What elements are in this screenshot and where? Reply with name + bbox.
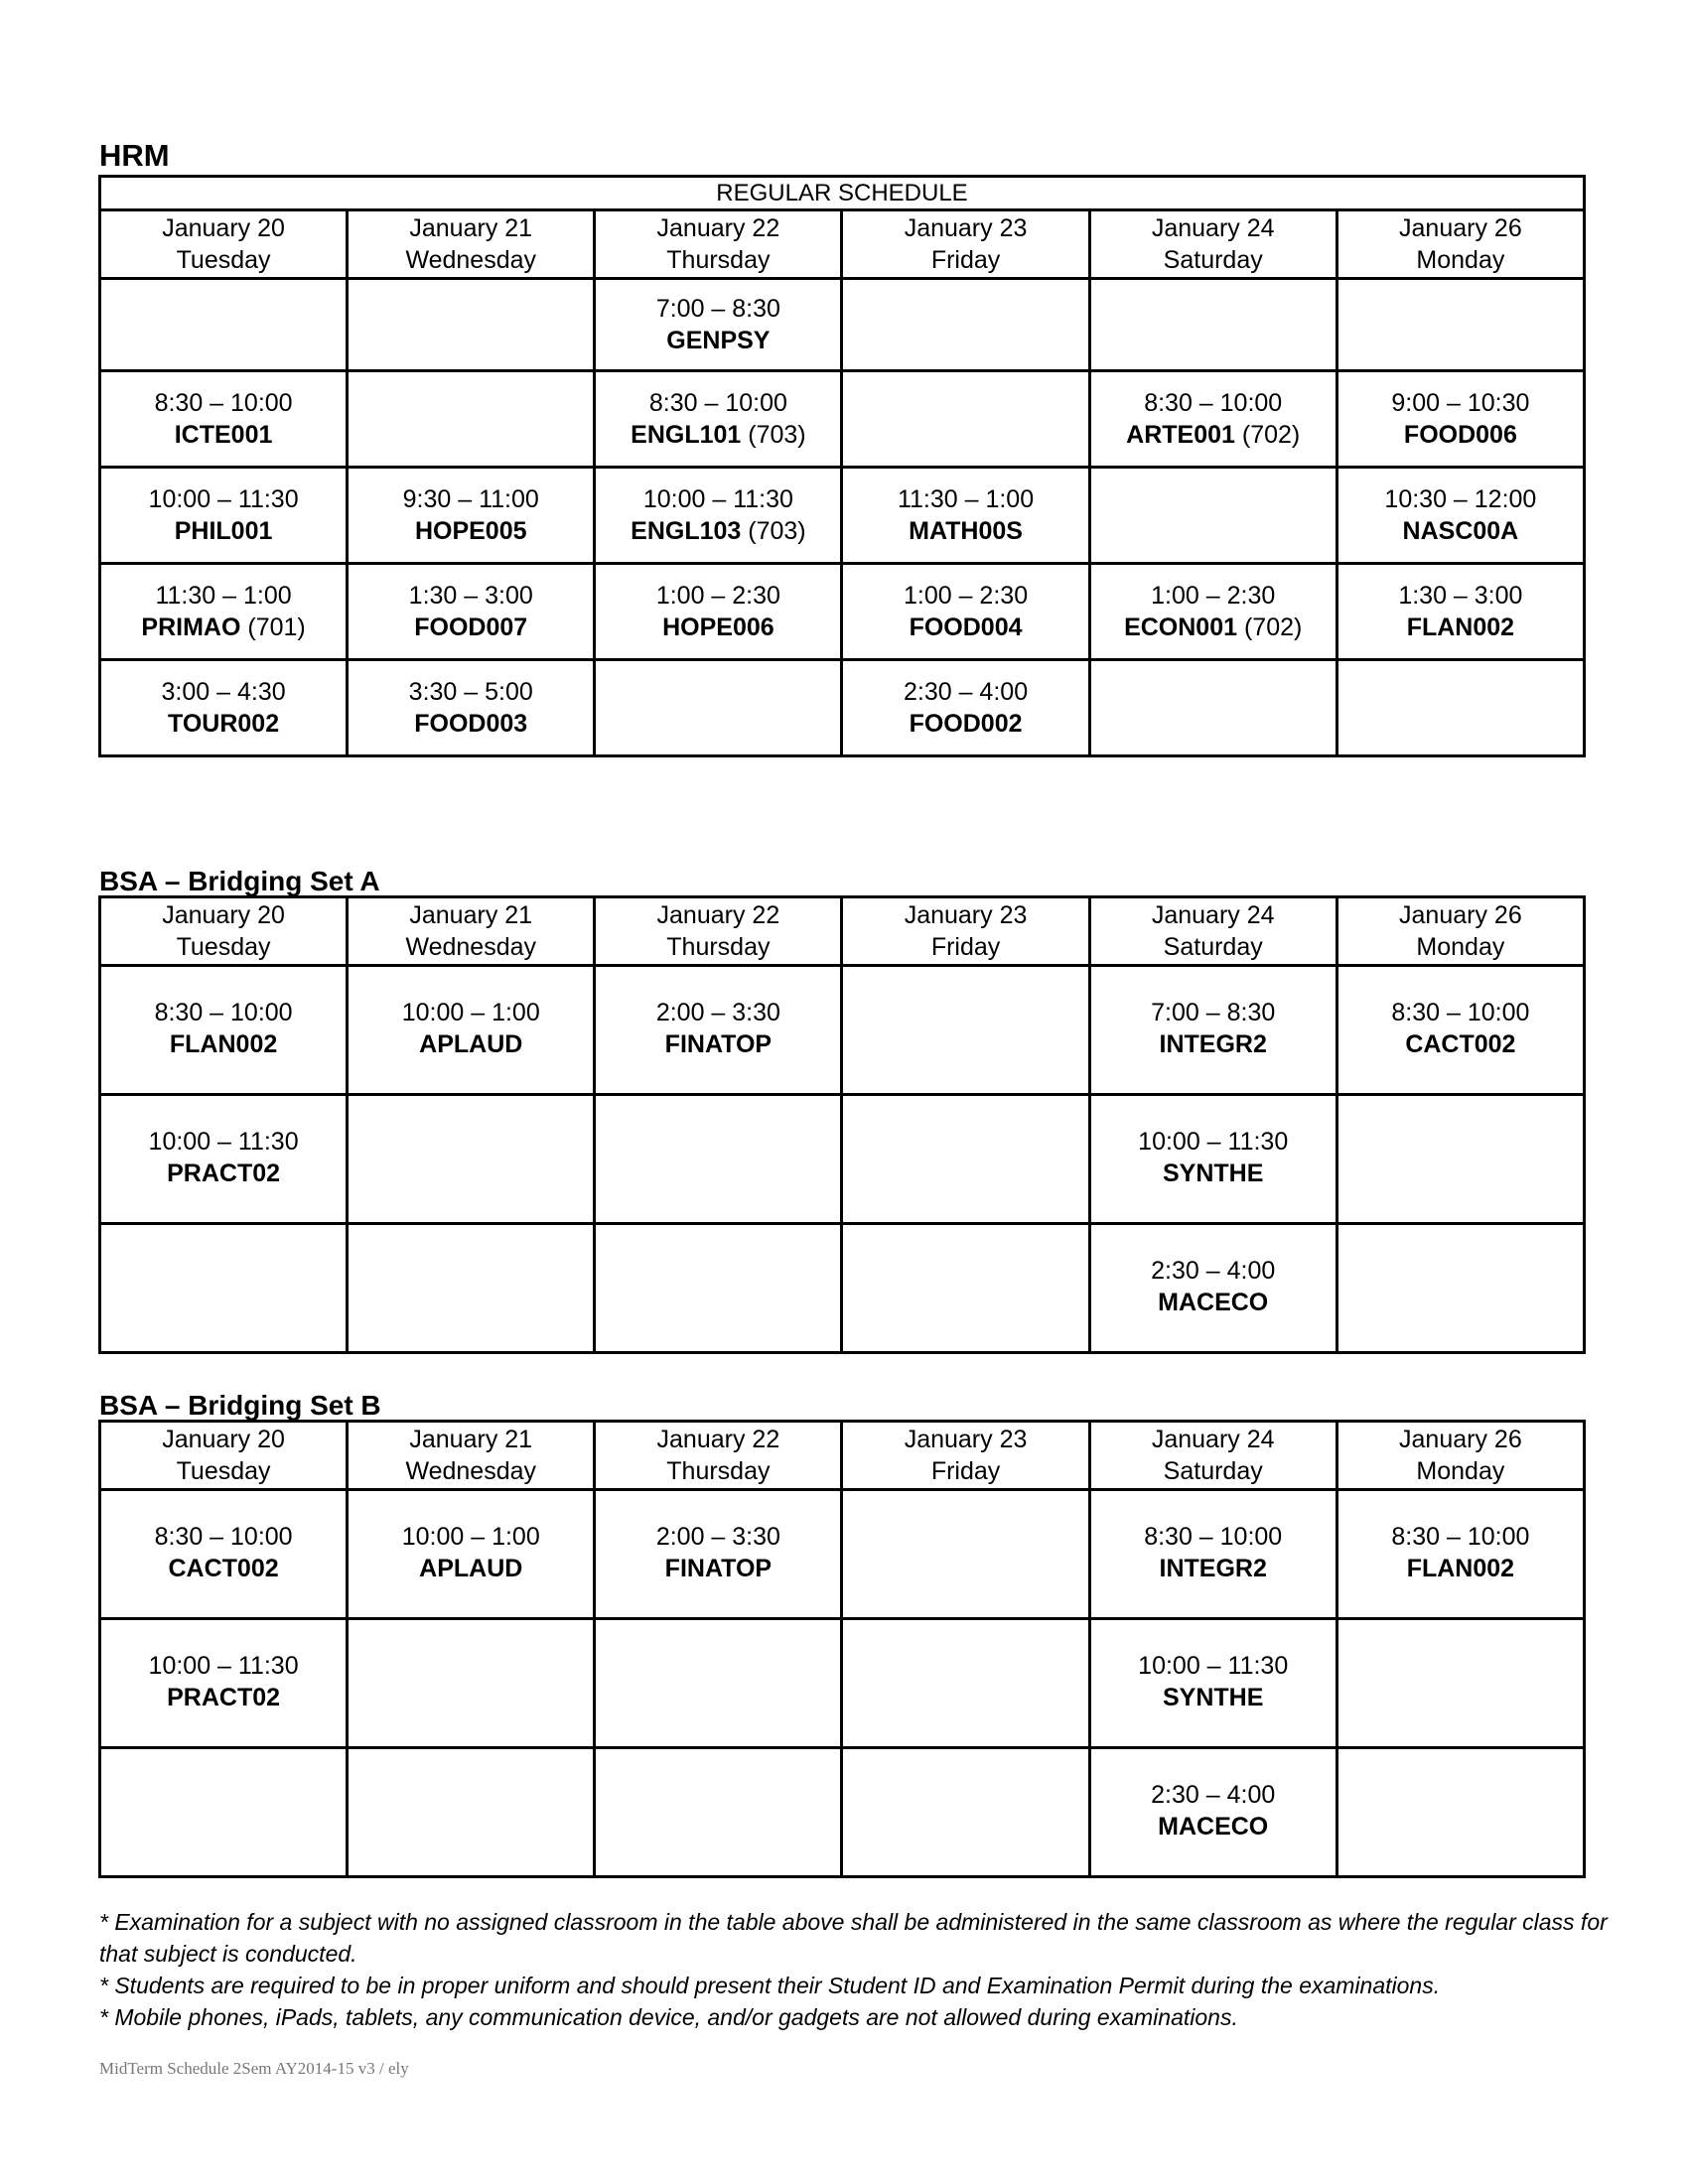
- exam-slot: [100, 1619, 348, 1748]
- empty-slot: [595, 660, 842, 756]
- subject-code-text: HOPE005: [414, 517, 527, 545]
- schedule-row: [100, 1095, 1585, 1224]
- day-header: [100, 1422, 348, 1490]
- subject-code-text: ECON001: [1124, 614, 1238, 641]
- empty-slot: [348, 1619, 595, 1748]
- exam-slot: [1089, 966, 1336, 1095]
- day-header: [1336, 1422, 1584, 1490]
- day-weekday: Saturday: [1163, 1457, 1263, 1485]
- empty-slot: [348, 1095, 595, 1224]
- exam-slot: [1336, 468, 1584, 564]
- subject-code: [1091, 1158, 1336, 1189]
- bsa-set-b-schedule-table: [98, 1420, 1586, 1878]
- subject-code-text: SYNTHE: [1163, 1684, 1264, 1711]
- subject-code: [1091, 1553, 1336, 1584]
- empty-slot: [1336, 1095, 1584, 1224]
- exam-slot: [348, 660, 595, 756]
- empty-slot: [595, 1095, 842, 1224]
- subject-code: [596, 1553, 840, 1584]
- schedule-row: [100, 1490, 1585, 1619]
- exam-slot: [348, 966, 595, 1095]
- subject-code: [1338, 1028, 1583, 1060]
- exam-time: 2:30 – 4:00: [1151, 1781, 1276, 1809]
- day-weekday: Saturday: [1163, 933, 1263, 961]
- subject-code-text: INTEGR2: [1159, 1555, 1267, 1582]
- exam-slot: [100, 966, 348, 1095]
- subject-code-text: FOOD007: [414, 614, 528, 641]
- subject-code-text: MATH00S: [909, 517, 1023, 545]
- exam-time: 10:00 – 11:30: [148, 485, 299, 513]
- subject-code-text: FOOD003: [414, 710, 528, 738]
- exam-time: 1:30 – 3:00: [408, 582, 533, 610]
- subject-code-text: CACT002: [168, 1555, 279, 1582]
- subject-code: [101, 612, 346, 643]
- exam-time: 2:00 – 3:30: [655, 999, 780, 1026]
- empty-slot: [1089, 660, 1336, 756]
- subject-code: [101, 515, 346, 547]
- exam-time: 8:30 – 10:00: [1391, 999, 1530, 1026]
- day-weekday: Thursday: [666, 1457, 771, 1485]
- exam-time: 10:00 – 11:30: [642, 485, 793, 513]
- exam-slot: [1089, 564, 1336, 660]
- day-date: January 21: [409, 1426, 533, 1453]
- subject-code-text: ARTE001: [1126, 421, 1235, 449]
- exam-time: 10:30 – 12:00: [1384, 485, 1537, 513]
- subject-code-text: FOOD006: [1403, 421, 1517, 449]
- day-date: January 22: [656, 214, 780, 242]
- day-date: January 22: [656, 1426, 780, 1453]
- subject-code-text: NASC00A: [1402, 517, 1519, 545]
- subject-code-text: MACECO: [1158, 1813, 1269, 1841]
- exam-time: 2:30 – 4:00: [1151, 1257, 1276, 1285]
- subject-code-text: HOPE006: [662, 614, 774, 641]
- subject-code: [1338, 1553, 1583, 1584]
- day-date: January 24: [1151, 1426, 1275, 1453]
- subject-code-text: PRIMAO: [141, 614, 241, 641]
- empty-slot: [100, 1748, 348, 1877]
- subject-code: [1091, 612, 1336, 643]
- exam-slot: [842, 564, 1089, 660]
- day-header-row: [100, 1422, 1585, 1490]
- subject-code-text: INTEGR2: [1159, 1030, 1267, 1058]
- day-weekday: Thursday: [666, 246, 771, 274]
- subject-code: [1091, 1811, 1336, 1843]
- subject-code: [596, 515, 840, 547]
- subject-code-text: CACT002: [1405, 1030, 1516, 1058]
- subject-code: [101, 1158, 346, 1189]
- exam-time: 2:30 – 4:00: [903, 678, 1029, 706]
- subject-code-text: PHIL001: [174, 517, 273, 545]
- subject-code: [349, 708, 593, 740]
- day-weekday: Tuesday: [176, 933, 271, 961]
- day-date: January 26: [1399, 901, 1522, 929]
- exam-slot: [1089, 1095, 1336, 1224]
- day-weekday: Wednesday: [405, 933, 537, 961]
- schedule-banner: REGULAR SCHEDULE: [100, 177, 1585, 210]
- day-header: [1336, 897, 1584, 966]
- exam-slot: [348, 1490, 595, 1619]
- schedule-row: [100, 1619, 1585, 1748]
- subject-code: [596, 612, 840, 643]
- exam-time: 11:30 – 1:00: [897, 485, 1035, 513]
- day-header: [348, 1422, 595, 1490]
- empty-slot: [1336, 1224, 1584, 1353]
- subject-code-text: TOUR002: [168, 710, 280, 738]
- subject-code: [596, 419, 840, 451]
- exam-time: 10:00 – 11:30: [1138, 1128, 1289, 1156]
- day-date: January 26: [1399, 214, 1522, 242]
- exam-time: 9:00 – 10:30: [1391, 389, 1530, 417]
- exam-slot: [100, 371, 348, 468]
- empty-slot: [1336, 279, 1584, 371]
- exam-slot: [1336, 1490, 1584, 1619]
- exam-slot: [1089, 371, 1336, 468]
- bsa-set-b-title: BSA – Bridging Set B: [99, 1390, 381, 1421]
- exam-time: 1:00 – 2:30: [903, 582, 1029, 610]
- day-weekday: Saturday: [1163, 246, 1263, 274]
- exam-slot: [1336, 371, 1584, 468]
- exam-time: 2:00 – 3:30: [655, 1523, 780, 1551]
- day-date: January 26: [1399, 1426, 1522, 1453]
- empty-slot: [1336, 1748, 1584, 1877]
- subject-code: [101, 1682, 346, 1713]
- hrm-schedule-table: [98, 175, 1586, 757]
- day-date: January 23: [904, 1426, 1028, 1453]
- empty-slot: [100, 1224, 348, 1353]
- day-header: [595, 897, 842, 966]
- exam-slot: [595, 468, 842, 564]
- bsa-set-a-title: BSA – Bridging Set A: [99, 866, 380, 896]
- day-date: January 20: [162, 1426, 285, 1453]
- subject-code-text: ICTE001: [174, 421, 273, 449]
- subject-code-text: MACECO: [1158, 1289, 1269, 1316]
- subject-code: [349, 515, 593, 547]
- day-header: [348, 897, 595, 966]
- schedule-row: [100, 1748, 1585, 1877]
- exam-time: 10:00 – 11:30: [148, 1652, 299, 1680]
- day-weekday: Friday: [930, 933, 1001, 961]
- exam-notes: [99, 1906, 1609, 2033]
- exam-slot: [842, 468, 1089, 564]
- exam-time: 7:00 – 8:30: [1151, 999, 1276, 1026]
- empty-slot: [1336, 660, 1584, 756]
- exam-slot: [100, 1490, 348, 1619]
- subject-code: [101, 708, 346, 740]
- subject-code-text: FLAN002: [1406, 1555, 1515, 1582]
- subject-code: [1338, 515, 1583, 547]
- exam-slot: [1089, 1224, 1336, 1353]
- subject-code: [843, 708, 1087, 740]
- empty-slot: [1336, 1619, 1584, 1748]
- exam-time: 3:30 – 5:00: [408, 678, 533, 706]
- day-weekday: Friday: [930, 1457, 1001, 1485]
- exam-slot: [100, 468, 348, 564]
- day-header: [842, 897, 1089, 966]
- subject-code-text: FINATOP: [664, 1030, 773, 1058]
- subject-code-text: APLAUD: [419, 1555, 523, 1582]
- empty-slot: [842, 1619, 1089, 1748]
- subject-code: [101, 1553, 346, 1584]
- schedule-row: [100, 966, 1585, 1095]
- day-date: January 24: [1151, 901, 1275, 929]
- schedule-row: [100, 564, 1585, 660]
- note-uniform: * Students are required to be in proper uniform and should present their Student ID and Examination Permit during the examinations.: [99, 1973, 1441, 1998]
- empty-slot: [348, 1224, 595, 1353]
- exam-time: 1:00 – 2:30: [1151, 582, 1276, 610]
- exam-time: 9:30 – 11:00: [402, 485, 539, 513]
- document-footer: MidTerm Schedule 2Sem AY2014-15 v3 / ely: [99, 2059, 409, 2078]
- exam-slot: [595, 966, 842, 1095]
- subject-code: [843, 612, 1087, 643]
- exam-slot: [100, 564, 348, 660]
- day-header: [842, 210, 1089, 279]
- empty-slot: [1089, 468, 1336, 564]
- subject-code-text: FOOD004: [909, 614, 1023, 641]
- subject-code-text: FINATOP: [664, 1555, 773, 1582]
- exam-slot: [1336, 564, 1584, 660]
- day-header: [100, 897, 348, 966]
- note-gadgets: * Mobile phones, iPads, tablets, any communication device, and/or gadgets are not allowed during examinations.: [99, 2004, 1238, 2030]
- subject-code-text: PRACT02: [167, 1684, 281, 1711]
- day-weekday: Monday: [1416, 1457, 1505, 1485]
- subject-code-text: PRACT02: [167, 1160, 281, 1187]
- empty-slot: [348, 279, 595, 371]
- subject-code-text: ENGL103: [631, 517, 742, 545]
- day-header: [100, 210, 348, 279]
- subject-code: [1091, 1287, 1336, 1318]
- day-weekday: Friday: [930, 246, 1001, 274]
- subject-code: [1091, 1682, 1336, 1713]
- empty-slot: [595, 1619, 842, 1748]
- exam-time: 7:00 – 8:30: [655, 295, 780, 323]
- room-number: (701): [240, 614, 306, 641]
- room-number: (702): [1237, 614, 1303, 641]
- exam-time: 8:30 – 10:00: [154, 999, 293, 1026]
- empty-slot: [100, 279, 348, 371]
- subject-code: [843, 515, 1087, 547]
- exam-slot: [100, 1095, 348, 1224]
- schedule-row: [100, 1224, 1585, 1353]
- exam-slot: [842, 660, 1089, 756]
- exam-time: 8:30 – 10:00: [1391, 1523, 1530, 1551]
- exam-time: 10:00 – 1:00: [401, 999, 540, 1026]
- day-date: January 24: [1151, 214, 1275, 242]
- empty-slot: [842, 966, 1089, 1095]
- subject-code-text: SYNTHE: [1163, 1160, 1264, 1187]
- exam-slot: [348, 468, 595, 564]
- subject-code: [349, 1028, 593, 1060]
- schedule-row: [100, 371, 1585, 468]
- subject-code: [349, 1553, 593, 1584]
- exam-time: 8:30 – 10:00: [1144, 1523, 1283, 1551]
- day-header: [1089, 1422, 1336, 1490]
- day-weekday: Monday: [1416, 246, 1505, 274]
- empty-slot: [842, 1748, 1089, 1877]
- subject-code: [349, 612, 593, 643]
- room-number: (703): [741, 517, 806, 545]
- day-header: [1089, 897, 1336, 966]
- day-header: [595, 1422, 842, 1490]
- day-header-row: [100, 897, 1585, 966]
- empty-slot: [842, 279, 1089, 371]
- subject-code: [101, 419, 346, 451]
- exam-slot: [595, 371, 842, 468]
- exam-slot: [1089, 1748, 1336, 1877]
- day-date: January 21: [409, 214, 533, 242]
- exam-time: 10:00 – 1:00: [401, 1523, 540, 1551]
- empty-slot: [842, 1490, 1089, 1619]
- room-number: (703): [741, 421, 806, 449]
- empty-slot: [595, 1224, 842, 1353]
- day-date: January 21: [409, 901, 533, 929]
- exam-slot: [100, 660, 348, 756]
- subject-code: [1091, 419, 1336, 451]
- day-weekday: Wednesday: [405, 1457, 537, 1485]
- day-header: [595, 210, 842, 279]
- empty-slot: [348, 371, 595, 468]
- day-header: [842, 1422, 1089, 1490]
- day-header: [1089, 210, 1336, 279]
- exam-time: 10:00 – 11:30: [1138, 1652, 1289, 1680]
- exam-slot: [348, 564, 595, 660]
- day-date: January 23: [904, 901, 1028, 929]
- exam-slot: [1336, 966, 1584, 1095]
- day-date: January 22: [656, 901, 780, 929]
- subject-code: [101, 1028, 346, 1060]
- bsa-set-a-schedule-table: [98, 895, 1586, 1354]
- exam-slot: [595, 279, 842, 371]
- exam-time: 8:30 – 10:00: [154, 389, 293, 417]
- exam-time: 8:30 – 10:00: [1144, 389, 1283, 417]
- empty-slot: [595, 1748, 842, 1877]
- exam-slot: [1089, 1490, 1336, 1619]
- exam-slot: [595, 564, 842, 660]
- subject-code: [596, 1028, 840, 1060]
- subject-code: [1338, 419, 1583, 451]
- subject-code-text: FLAN002: [1406, 614, 1515, 641]
- exam-slot: [595, 1490, 842, 1619]
- subject-code-text: APLAUD: [419, 1030, 523, 1058]
- subject-code-text: FOOD002: [909, 710, 1023, 738]
- exam-time: 1:30 – 3:00: [1398, 582, 1523, 610]
- day-weekday: Wednesday: [405, 246, 537, 274]
- empty-slot: [842, 1224, 1089, 1353]
- exam-time: 11:30 – 1:00: [155, 582, 292, 610]
- exam-time: 3:00 – 4:30: [161, 678, 286, 706]
- hrm-section-title: HRM: [99, 138, 170, 173]
- day-header: [348, 210, 595, 279]
- schedule-row: [100, 468, 1585, 564]
- subject-code: [1338, 612, 1583, 643]
- empty-slot: [842, 1095, 1089, 1224]
- day-header: [1336, 210, 1584, 279]
- day-date: January 20: [162, 214, 285, 242]
- banner-row: [100, 177, 1585, 210]
- exam-slot: [1089, 1619, 1336, 1748]
- exam-time: 8:30 – 10:00: [648, 389, 787, 417]
- exam-time: 10:00 – 11:30: [148, 1128, 299, 1156]
- room-number: (702): [1234, 421, 1301, 449]
- empty-slot: [1089, 279, 1336, 371]
- day-header-row: [100, 210, 1585, 279]
- empty-slot: [348, 1748, 595, 1877]
- exam-time: 1:00 – 2:30: [655, 582, 780, 610]
- day-weekday: Tuesday: [176, 1457, 271, 1485]
- day-weekday: Monday: [1416, 933, 1505, 961]
- subject-code-text: ENGL101: [631, 421, 742, 449]
- schedule-row: [100, 660, 1585, 756]
- day-weekday: Tuesday: [176, 246, 271, 274]
- empty-slot: [842, 371, 1089, 468]
- subject-code-text: FLAN002: [169, 1030, 278, 1058]
- note-classroom: * Examination for a subject with no assigned classroom in the table above shall be administered in the same classroom as where the regular class for that subject is conducted.: [99, 1909, 1608, 1967]
- exam-time: 8:30 – 10:00: [154, 1523, 293, 1551]
- subject-code: [1091, 1028, 1336, 1060]
- day-weekday: Thursday: [666, 933, 771, 961]
- day-date: January 20: [162, 901, 285, 929]
- schedule-row: [100, 279, 1585, 371]
- subject-code-text: GENPSY: [666, 327, 771, 354]
- day-date: January 23: [904, 214, 1028, 242]
- subject-code: [596, 325, 840, 356]
